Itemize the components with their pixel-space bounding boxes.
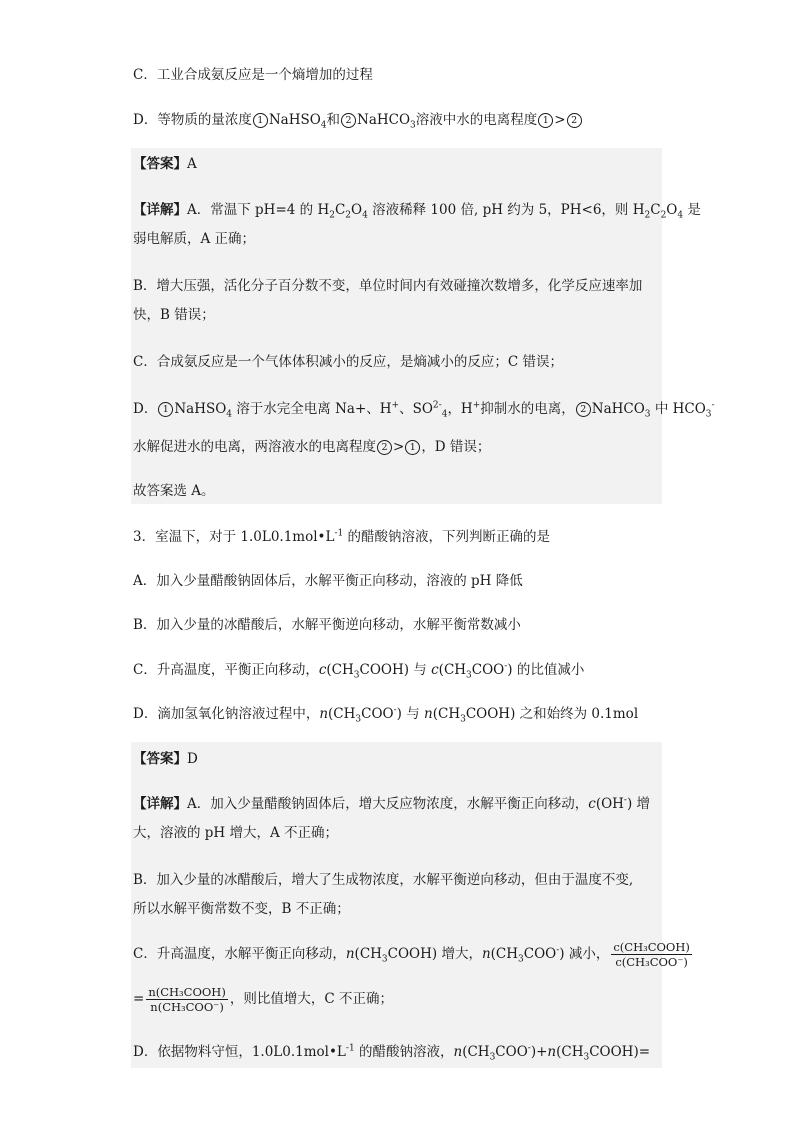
text-segment: ) 增 (626, 796, 651, 812)
text-segment: 抑制水的电离， (480, 401, 575, 417)
text-segment: (CH (490, 946, 519, 962)
text-segment: C．合成氨反应是一个气体体积减小的反应，是熵减小的反应；C 错误； (133, 354, 563, 370)
text-segment: 3 (705, 409, 712, 420)
text-segment: > (554, 112, 566, 128)
q2-detail-d-line2 (133, 438, 490, 456)
circled-number: 2 (341, 113, 356, 128)
text-segment: 2- (432, 400, 442, 411)
text-segment: 【详解】 (133, 796, 187, 812)
text-segment: c (318, 662, 327, 678)
fraction-c-ratio (611, 940, 692, 969)
text-segment: 4 (677, 210, 684, 221)
text-segment: COO (471, 662, 505, 678)
text-segment: 4 (441, 409, 448, 420)
text-segment: 的醋酸钠溶液， (354, 1044, 454, 1060)
text-segment: 【答案】 (133, 751, 187, 767)
text-segment: n (319, 706, 329, 722)
text-segment: 是 (683, 202, 701, 218)
text-segment: ) 与 (396, 706, 425, 722)
text-segment: = (133, 991, 145, 1007)
text-segment: n (424, 706, 433, 722)
text-segment: NaHSO (268, 112, 321, 128)
option-c-line (133, 66, 373, 84)
q3-detail-d-line1 (133, 1043, 650, 1061)
text-segment: D． (133, 401, 158, 417)
text-segment: C (650, 202, 661, 218)
q3-option-b (133, 616, 521, 634)
q2-detail-a-line2 (133, 230, 255, 248)
text-segment: 水解促进水的电离，两溶液水的电离程度 (133, 439, 376, 455)
text-segment: - (504, 661, 508, 672)
q2-detail-b-line1 (133, 277, 642, 295)
text-segment: O (351, 202, 363, 218)
text-segment: 、SO (399, 401, 433, 417)
text-segment: -1 (334, 528, 344, 539)
q3-detail-c-line1 (133, 940, 694, 969)
text-segment: )+ (530, 1044, 548, 1060)
text-segment: 中 HCO (650, 401, 706, 417)
text-segment: ) 的比值减小 (507, 662, 585, 678)
q3-detail-c-line2 (133, 985, 393, 1014)
text-segment: n(CH₃COO⁻) (150, 1000, 224, 1014)
text-segment: 3 (644, 409, 651, 420)
text-segment: - (527, 1043, 531, 1054)
text-segment: ) 减小， (559, 946, 610, 962)
text-segment: COOH) 增大， (387, 946, 482, 962)
text-segment: D．依据物料守恒，1.0L0.1mol•L (133, 1044, 346, 1060)
text-segment: NaHCO (357, 112, 411, 128)
text-segment: C．升高温度，水解平衡正向移动， (133, 946, 346, 962)
text-segment: 2 (345, 210, 352, 221)
text-segment: 4 (320, 120, 327, 131)
text-segment: 2 (660, 210, 667, 221)
text-segment: c(CH₃COO⁻) (615, 955, 688, 969)
text-segment: 所以水解平衡常数不变，B 不正确； (133, 901, 350, 917)
q3-detail-b-line1 (133, 871, 633, 889)
text-segment: 【答案】 (133, 156, 187, 172)
text-segment: -1 (345, 1043, 355, 1054)
text-segment: 3 (460, 714, 466, 725)
text-segment: COOH) 之和始终为 0.1mol (465, 706, 639, 722)
text-segment: 4 (362, 210, 368, 221)
circled-number: 1 (253, 113, 268, 128)
text-segment: 溶于水完全电离 Na+、H (232, 401, 392, 417)
circled-number: 2 (576, 402, 591, 417)
text-segment: (CH (432, 706, 461, 722)
q3-detail-a-line1 (133, 795, 650, 813)
text-segment: D (187, 751, 198, 767)
q2-answer (133, 155, 197, 173)
text-segment: D． (133, 112, 158, 128)
text-segment: COOH) 与 (359, 662, 432, 678)
circled-number: 1 (538, 113, 553, 128)
q3-answer (133, 750, 198, 768)
text-segment: (CH (462, 1044, 490, 1060)
text-segment: D．滴加氢氧化钠溶液过程中， (133, 706, 320, 722)
text-segment: c (431, 662, 439, 678)
text-segment: (CH (326, 662, 354, 678)
text-segment: (CH (328, 706, 356, 722)
text-segment: (OH (595, 796, 624, 812)
text-segment: 2 (644, 210, 651, 221)
text-segment: 3 (583, 1052, 590, 1063)
text-segment: C (334, 202, 346, 218)
text-segment: 3 (355, 714, 362, 725)
text-segment: - (711, 400, 715, 411)
text-segment: 溶液中水的电离程度 (415, 112, 538, 128)
text-segment: 3 (410, 120, 416, 131)
q3-detail-a-line2 (133, 824, 338, 842)
text-segment: c(CH₃COOH) (613, 940, 690, 954)
q3-option-a (133, 572, 523, 590)
text-segment: 溶液稀释 100 倍, pH 约为 5，PH<6，则 H (367, 202, 645, 218)
q3-stem (133, 528, 550, 546)
text-segment: COO (361, 706, 394, 722)
text-segment: 快，B 错误； (133, 307, 215, 323)
text-segment: (CH (556, 1044, 584, 1060)
circled-number: 2 (567, 113, 582, 128)
text-segment: 4 (226, 409, 233, 420)
text-segment: 和 (326, 112, 341, 128)
text-segment: > (393, 439, 405, 455)
text-segment: O (666, 202, 678, 218)
text-segment: C． (133, 67, 157, 83)
text-segment: c (588, 796, 596, 812)
text-segment: COOH)= (589, 1044, 651, 1060)
text-segment: 等物质的量浓度 (157, 112, 252, 128)
text-segment: - (623, 795, 627, 806)
q2-detail-d-line1 (133, 400, 715, 418)
text-segment: 3 (489, 1052, 496, 1063)
q3-option-c (133, 661, 584, 679)
q2-detail-b-line2 (133, 306, 215, 324)
text-segment: A (187, 156, 197, 172)
text-segment: A．加入少量醋酸钠固体后，水解平衡正向移动，溶液的 pH 降低 (133, 573, 523, 589)
q2-detail-c (133, 353, 563, 371)
text-segment: ，D 错误； (421, 439, 491, 455)
text-segment: (CH (438, 662, 467, 678)
text-segment: A．加入少量醋酸钠固体后，增大反应物浓度，水解平衡正向移动， (187, 796, 589, 812)
q3-option-d (133, 705, 638, 723)
text-segment: B．加入少量的冰醋酸后，水解平衡逆向移动，水解平衡常数减小 (133, 617, 521, 633)
text-segment: B．加入少量的冰醋酸后，增大了生成物浓度，水解平衡逆向移动，但由于温度不变, (133, 872, 634, 888)
text-segment: (CH (354, 946, 382, 962)
text-segment: C．升高温度，平衡正向移动， (133, 662, 319, 678)
text-segment: 2 (329, 210, 335, 221)
text-segment: ，则比值增大，C 不正确； (229, 991, 393, 1007)
text-segment: A．常温下 pH=4 的 H (187, 202, 330, 218)
text-segment: n (345, 946, 355, 962)
text-segment: 弱电解质，A 正确； (133, 231, 256, 247)
q2-conclusion (133, 482, 215, 500)
text-segment: n (547, 1044, 557, 1060)
text-segment: n(CH₃COOH) (148, 985, 226, 999)
text-segment: 【详解】 (133, 202, 187, 218)
circled-number: 1 (405, 440, 420, 455)
text-segment: 3 (466, 670, 472, 681)
text-segment: + (391, 400, 400, 411)
text-segment: 工业合成氨反应是一个熵增加的过程 (156, 67, 373, 83)
circled-number: 1 (158, 402, 173, 417)
text-segment: n (481, 946, 491, 962)
fraction-n-ratio (146, 985, 228, 1014)
text-segment: ，H (447, 401, 473, 417)
text-segment: - (556, 945, 560, 956)
q3-detail-b-line2 (133, 900, 350, 918)
text-segment: NaHSO (174, 401, 227, 417)
text-segment: 3 (353, 670, 360, 681)
circled-number: 2 (377, 440, 392, 455)
text-segment: - (393, 705, 397, 716)
text-segment: NaHCO (591, 401, 645, 417)
text-segment: + (472, 400, 481, 411)
text-segment: 3 (381, 954, 388, 965)
text-segment: 的醋酸钠溶液，下列判断正确的是 (343, 529, 551, 545)
text-segment: 3 (518, 954, 524, 965)
text-segment: 大，溶液的 pH 增大，A 不正确； (133, 825, 339, 841)
text-segment: 故答案选 A。 (133, 483, 215, 499)
option-d-line (133, 111, 583, 129)
text-segment: n (453, 1044, 463, 1060)
text-segment: COO (495, 1044, 528, 1060)
text-segment: COO (523, 946, 557, 962)
text-segment: B．增大压强，活化分子百分数不变，单位时间内有效碰撞次数增多，化学反应速率加 (133, 278, 643, 294)
text-segment: 3．室温下，对于 1.0L0.1mol•L (133, 529, 335, 545)
q2-detail-a-line1 (133, 201, 701, 219)
